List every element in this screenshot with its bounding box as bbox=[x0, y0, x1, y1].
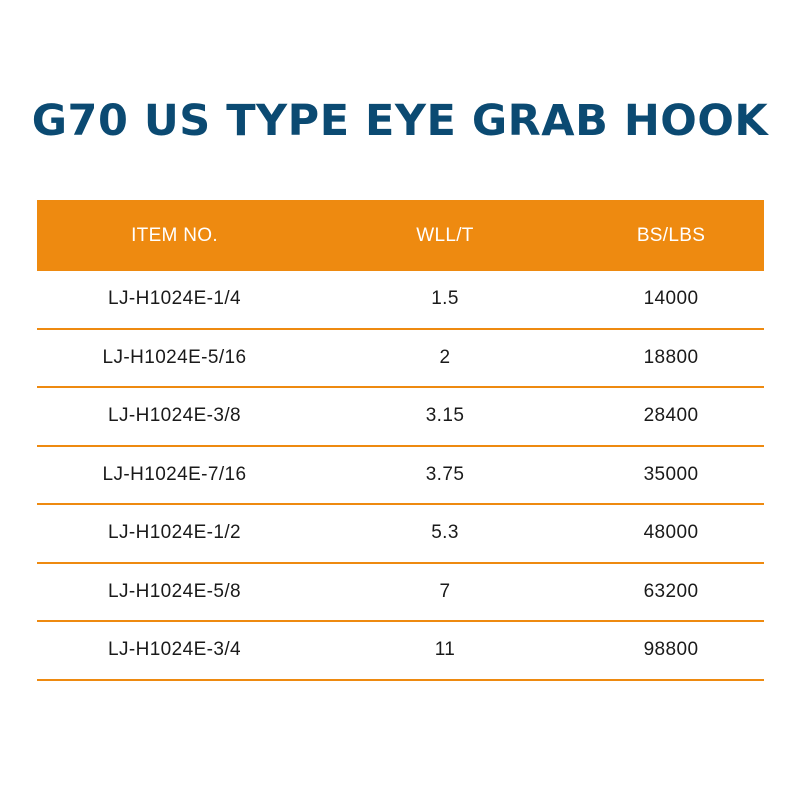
table-header bbox=[37, 200, 764, 271]
bs-cell: 35000 bbox=[643, 463, 699, 485]
item-no-cell: LJ-H1024E-7/16 bbox=[102, 463, 247, 485]
wll-cell: 1.5 bbox=[431, 288, 459, 310]
wll-cell: 3.15 bbox=[425, 405, 465, 427]
bs-cell: 98800 bbox=[643, 639, 699, 661]
wll-cell: 11 bbox=[434, 639, 456, 661]
wll-cell: 3.75 bbox=[425, 463, 465, 485]
header-bs: BS/LBS bbox=[636, 224, 706, 246]
bs-cell: 18800 bbox=[643, 346, 699, 368]
item-no-cell: LJ-H1024E-3/4 bbox=[108, 639, 241, 661]
wll-cell: 7 bbox=[439, 580, 451, 602]
header-item-no: ITEM NO. bbox=[131, 224, 218, 246]
table-row bbox=[37, 388, 764, 447]
table-row bbox=[37, 330, 764, 389]
bs-cell: 48000 bbox=[643, 522, 699, 544]
item-no-cell: LJ-H1024E-5/8 bbox=[108, 580, 241, 602]
item-no-cell: LJ-H1024E-5/16 bbox=[102, 346, 247, 368]
bs-cell: 63200 bbox=[643, 580, 699, 602]
header-wll: WLL/T bbox=[416, 224, 474, 246]
wll-cell: 2 bbox=[439, 346, 451, 368]
table-row bbox=[37, 447, 764, 506]
table-row bbox=[37, 622, 764, 681]
page-title: G70 US TYPE EYE GRAB HOOK bbox=[31, 96, 769, 146]
item-no-cell: LJ-H1024E-3/8 bbox=[108, 405, 241, 427]
table-row bbox=[37, 564, 764, 623]
wll-cell: 5.3 bbox=[431, 522, 459, 544]
spec-table bbox=[37, 200, 764, 681]
item-no-cell: LJ-H1024E-1/4 bbox=[108, 288, 241, 310]
table-row bbox=[37, 271, 764, 330]
bs-cell: 14000 bbox=[643, 288, 699, 310]
table-row bbox=[37, 505, 764, 564]
item-no-cell: LJ-H1024E-1/2 bbox=[108, 522, 241, 544]
bs-cell: 28400 bbox=[643, 405, 699, 427]
